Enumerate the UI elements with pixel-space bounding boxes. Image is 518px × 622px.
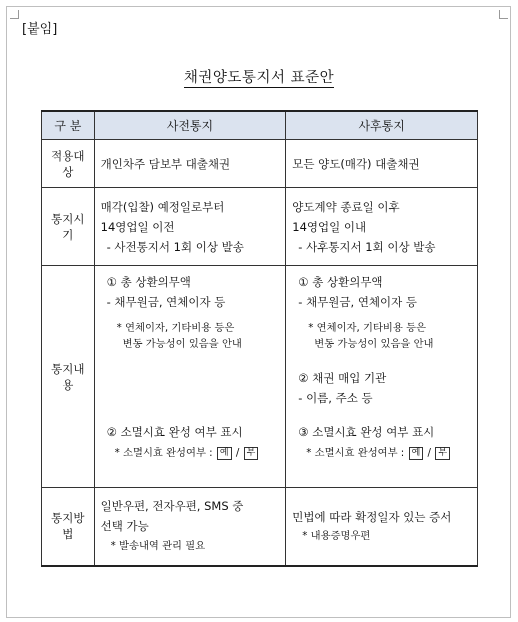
timing-pre-line: 매각(입찰) 예정일로부터 <box>100 199 225 214</box>
cell-content-pre <box>94 266 286 488</box>
timing-post-line: 양도계약 종료일 이후 <box>292 199 400 214</box>
timing-pre-line: - 사전통지서 1회 이상 발송 <box>106 239 244 254</box>
content-post-item3-note <box>292 442 471 464</box>
content-pre-item1: ① 총 상환의무액 <box>106 275 191 289</box>
no-box: 부 <box>244 447 259 460</box>
row-label-method: 통지방법 <box>42 488 95 566</box>
cell-method-post <box>286 488 478 566</box>
method-pre-note: * 발송내역 관리 필요 <box>110 540 206 553</box>
margin-corner-mark <box>499 10 508 19</box>
header-pre-notice: 사전통지 <box>94 111 286 140</box>
header-post-notice: 사후통지 <box>286 111 478 140</box>
method-pre-line: 일반우편, 전자우편, SMS 중 <box>100 499 244 514</box>
cell-timing-pre <box>94 188 286 266</box>
content-pre-item1-sub: - 채무원금, 연체이자 등 <box>106 295 226 309</box>
content-post-item2: ② 채권 매입 기관 <box>298 371 387 385</box>
row-label-target: 적용대상 <box>42 140 95 188</box>
timing-post-line: - 사후통지서 1회 이상 발송 <box>298 239 436 254</box>
content-post-item3: ③ 소멸시효 완성 여부 표시 <box>298 425 435 439</box>
row-label-content: 통지내용 <box>42 266 95 488</box>
cell-timing-post <box>286 188 478 266</box>
timing-pre-line: 14영업일 이전 <box>100 219 175 234</box>
standard-notice-table <box>41 110 478 567</box>
extinction-status-label: * 소멸시효 완성여부 : <box>114 447 213 459</box>
table-row-method <box>42 488 478 566</box>
content-pre-item2: ② 소멸시효 완성 여부 표시 <box>106 425 243 439</box>
yes-box: 예 <box>217 447 232 460</box>
content-post-note: 변동 가능성이 있음을 안내 <box>314 338 434 350</box>
no-box: 부 <box>435 447 450 460</box>
row-label-timing: 통지시기 <box>42 188 95 266</box>
table-row-target <box>42 140 478 188</box>
yes-box: 예 <box>409 447 424 460</box>
cell-content-post <box>286 266 478 488</box>
slash-separator: / <box>427 447 432 459</box>
document-title-text: 채권양도통지서 표준안 <box>183 70 335 86</box>
content-post-item2-sub: - 이름, 주소 등 <box>298 391 373 405</box>
content-post-item1-sub: - 채무원금, 연체이자 등 <box>298 295 418 309</box>
timing-post-line: 14영업일 이내 <box>292 219 367 234</box>
attachment-label: [붙임] <box>22 22 58 37</box>
slash-separator: / <box>235 447 240 459</box>
cell-method-pre <box>94 488 286 566</box>
table-row-timing <box>42 188 478 266</box>
margin-corner-mark <box>10 10 19 19</box>
document-title <box>0 66 518 87</box>
extinction-status-label: * 소멸시효 완성여부 : <box>306 447 405 459</box>
method-post-line: 민법에 따라 확정일자 있는 증서 <box>292 510 452 525</box>
method-pre-line: 선택 가능 <box>100 519 149 534</box>
table-row-content <box>42 266 478 488</box>
method-post-note: * 내용증명우편 <box>302 530 371 543</box>
cell-target-post: 모든 양도(매각) 대출채권 <box>286 140 478 188</box>
cell-target-pre: 개인차주 담보부 대출채권 <box>94 140 286 188</box>
content-post-note: * 연체이자, 기타비용 등은 <box>308 322 426 334</box>
content-post-item1: ① 총 상환의무액 <box>298 275 383 289</box>
content-pre-note: 변동 가능성이 있음을 안내 <box>122 338 242 350</box>
content-pre-note: * 연체이자, 기타비용 등은 <box>116 322 235 334</box>
content-pre-item2-note <box>101 442 280 464</box>
table-header-row <box>42 111 478 140</box>
header-category: 구 분 <box>42 111 95 140</box>
